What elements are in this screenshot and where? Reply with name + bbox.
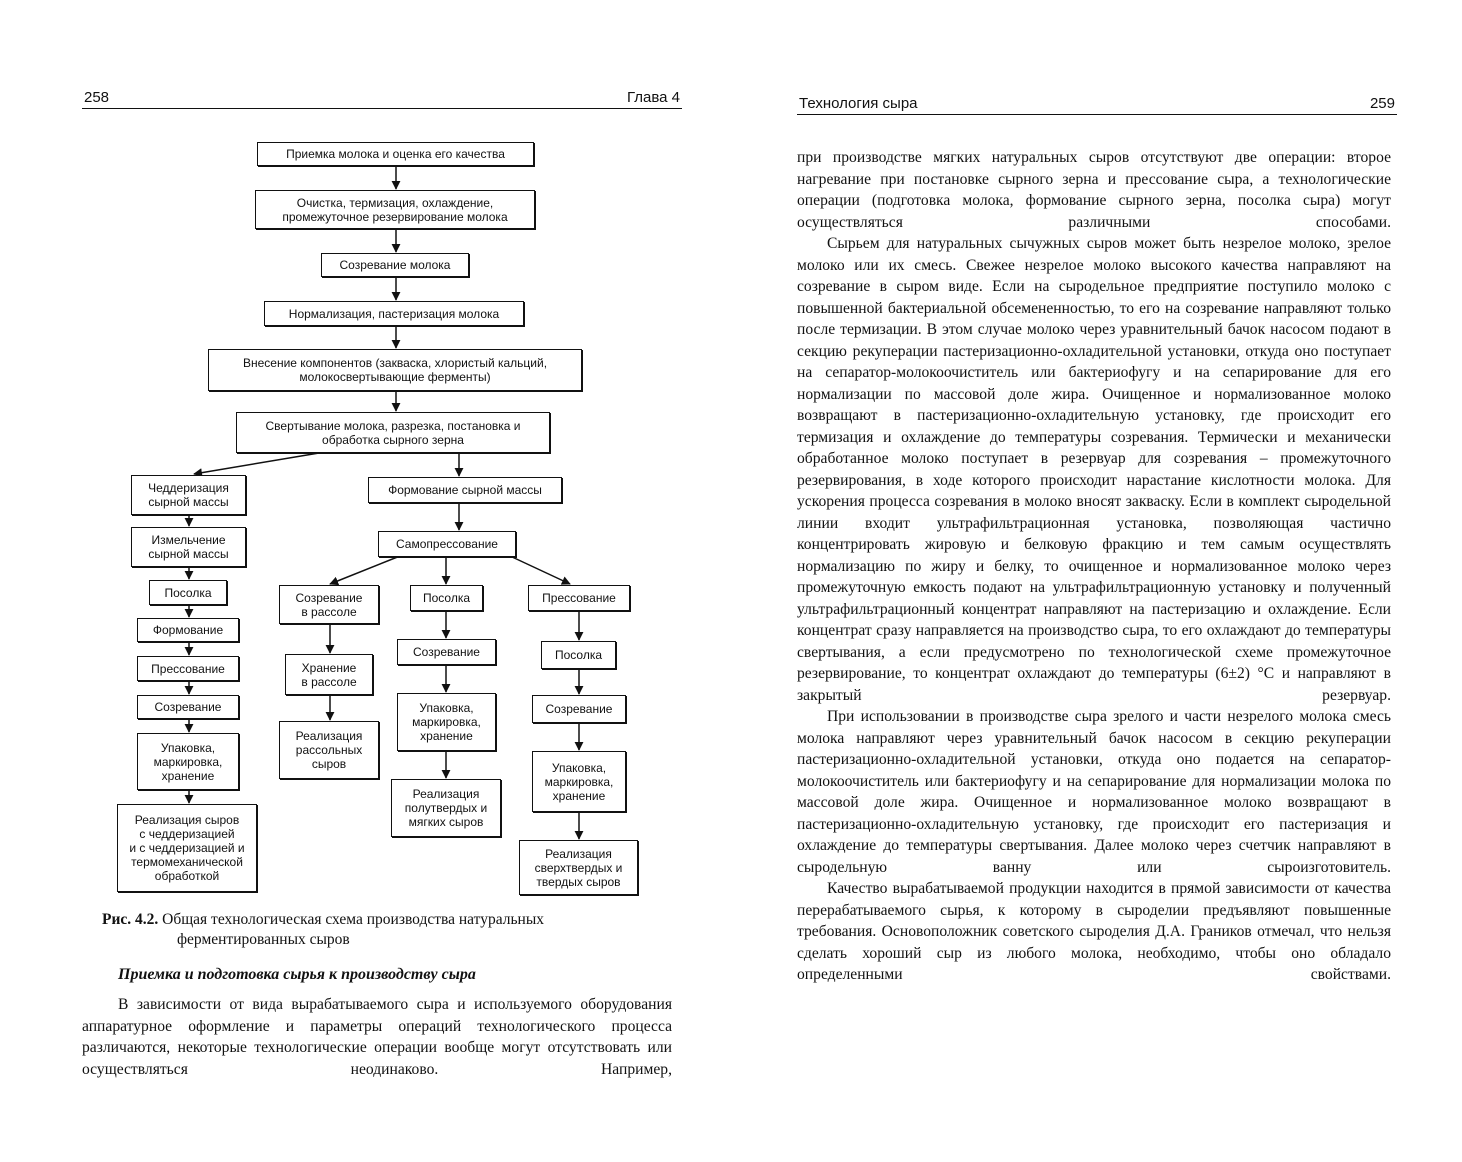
left-page-number: 258 xyxy=(84,89,110,106)
flow-box-mid-salting: Посолка xyxy=(410,585,483,611)
left-paragraph: В зависимости от вида вырабатываемого сыра и используемого оборудования аппаратурное оформление и параметры операций технологического процесса различаются, некоторые технологические операции вообще могут отсутствовать или осуществляться неодинаково. Например, xyxy=(82,996,672,1078)
figure-caption-line1: Общая технологическая схема производства натуральных xyxy=(162,911,544,928)
flow-box-normalization: Нормализация, пастеризация молока xyxy=(264,301,524,326)
flow-box-brine-storage: Хранение в рассоле xyxy=(285,654,373,695)
flow-box-self-pressing: Самопрессование xyxy=(378,531,516,557)
right-paragraph-3: При использовании в производстве сыра зрелого и части незрелого молока смесь молока направляют через уравнительный бачок насосом в секцию рекуперации пастеризационно-охладительной установки, откуда оно подается на сепаратор-молокоочиститель или бактериофугу и на сепарирование для нормализации молока по массовой доле жира. Очищенное и нормализованное молоко возвращают в пастеризационно-охладительную установку, где происходит его пастеризация и охлаждение до температуры свертывания. Далее молоко через счетчик направляют в сыродельную ванну или сыроизготовитель. xyxy=(797,708,1391,876)
flow-box-left-salting: Посолка xyxy=(149,580,227,605)
flow-box-cleaning: Очистка, термизация, охлаждение, промежуточное резервирование молока xyxy=(255,190,535,229)
flow-box-mid-ripening: Созревание xyxy=(397,639,496,665)
right-page-number: 259 xyxy=(1369,95,1395,112)
flow-box-left-forming: Формование xyxy=(137,618,239,642)
right-paragraph-1: при производстве мягких натуральных сыров отсутствуют две операции: второе нагревание при постановке сырного зерна и прессование сыра, а технологические операции (подготовка молока, формование сырного зерна, посолка сыра) могут осуществляться различными способами. xyxy=(797,149,1391,231)
section-heading: Приемка и подготовка сырья к производству сыра xyxy=(118,966,476,983)
flow-box-milling: Измельчение сырной массы xyxy=(131,527,246,567)
flow-box-semi-hard-sale: Реализация полутвердых и мягких сыров xyxy=(391,779,501,837)
flow-box-curd-forming: Формование сырной массы xyxy=(368,477,562,503)
flow-box-right-pressing: Прессование xyxy=(528,585,630,611)
right-body-text xyxy=(797,147,1391,986)
flow-box-mid-packing: Упаковка, маркировка, хранение xyxy=(397,693,496,751)
figure-caption xyxy=(102,910,662,950)
flow-box-left-sale: Реализация сыров с чеддеризацией и с чеддеризацией и термомеханической обработкой xyxy=(117,804,257,892)
flow-box-milk-maturation: Созревание молока xyxy=(321,253,469,277)
right-section-title: Технология сыра xyxy=(799,95,918,112)
flow-box-hard-sale: Реализация сверхтвердых и твердых сыров xyxy=(519,840,638,895)
left-body-text xyxy=(82,994,672,1080)
arrow-s1-a1 xyxy=(330,556,400,584)
arrow-s1-r1 xyxy=(510,556,570,584)
left-chapter-title: Глава 4 xyxy=(626,89,680,106)
flow-box-brine-ripening: Созревание в рассоле xyxy=(279,585,379,624)
figure-caption-line2: ферментированных сыров xyxy=(177,931,350,948)
flow-box-coagulation: Свертывание молока, разрезка, постановка и обработка сырного зерна xyxy=(236,412,550,453)
flow-box-brine-sale: Реализация рассольных сыров xyxy=(279,721,379,779)
flow-box-right-ripening: Созревание xyxy=(532,695,626,723)
flow-box-right-packing: Упаковка, маркировка, хранение xyxy=(532,751,626,812)
flow-box-left-ripening: Созревание xyxy=(137,695,239,719)
flow-box-components: Внесение компонентов (закваска, хлористый кальций, молокосвертывающие ферменты) xyxy=(208,349,582,391)
flow-box-milk-acceptance: Приемка молока и оценка его качества xyxy=(257,142,534,166)
flow-box-cheddaring: Чеддеризация сырной массы xyxy=(131,475,246,515)
right-paragraph-2: Сырьем для натуральных сычужных сыров может быть незрелое молоко, зрелое молоко или их смесь. Свежее незрелое молоко высокого качества направляют на созревание в сыром виде. Если на сыродельное предприятие поступило молоко с повышенной бактериальной обсемененностью, то его на созревание направляют только после термизации. В этом случае молоко через уравнительный бачок насосом подают в секцию рекуперации пастеризационно-охладительной установки, откуда оно поступает на сепаратор-молокоочиститель или бактериофугу и на сепарирование для его нормализации по массовой доле жира. Очищенное и нормализованное молоко возвращают в пастеризационно-охладительную установку, где происходит его термизация и охлаждение до температуры созревания. Термически и механически обработанное молоко поступает в резервуар для созревания – промежуточного резервирования, в ходе которого происходит нарастание кислотности молока. Для ускорения процесса созревания в молоко вносят закваску. Если в комплект сыродельной линии входит ультрафильтрационная установка, позволяющая частично концентрировать жировую и белковую фракцию и тем самым осуществлять нормализацию по жиру и белку, то очищенное и нормализованное молоко через промежуточную емкость подают на ультрафильтрационную установку и полученный ультрафильтрационный концентрат направляют на пастеризацию и охлаждение. Если концентрат сразу направляется на производство сыра, то его охлаждают до температуры свертывания, а если предусмотрено по технологической схеме промежуточное резервирование, то концентрат охлаждают до температуры (6±2) °С и направляют в закрытый резервуар. xyxy=(797,235,1391,704)
right-page xyxy=(731,0,1462,1162)
flow-box-left-packing: Упаковка, маркировка, хранение xyxy=(137,733,239,790)
flow-box-left-pressing: Прессование xyxy=(137,656,239,681)
right-paragraph-4: Качество вырабатываемой продукции находится в прямой зависимости от качества перерабатываемого сырья, к которому в сыроделии предъявляют повышенные требования. Основоположник советского сыроделия Д.А. Граников отмечал, что нельзя сделать хороший сыр из любого молока, необходимо, чтобы оно обладало определенными свойствами. xyxy=(797,880,1391,983)
right-running-head xyxy=(797,92,1397,115)
figure-label: Рис. 4.2. xyxy=(102,911,159,928)
arrow-b6-l1 xyxy=(194,452,325,474)
flow-box-right-salting: Посолка xyxy=(541,641,616,669)
